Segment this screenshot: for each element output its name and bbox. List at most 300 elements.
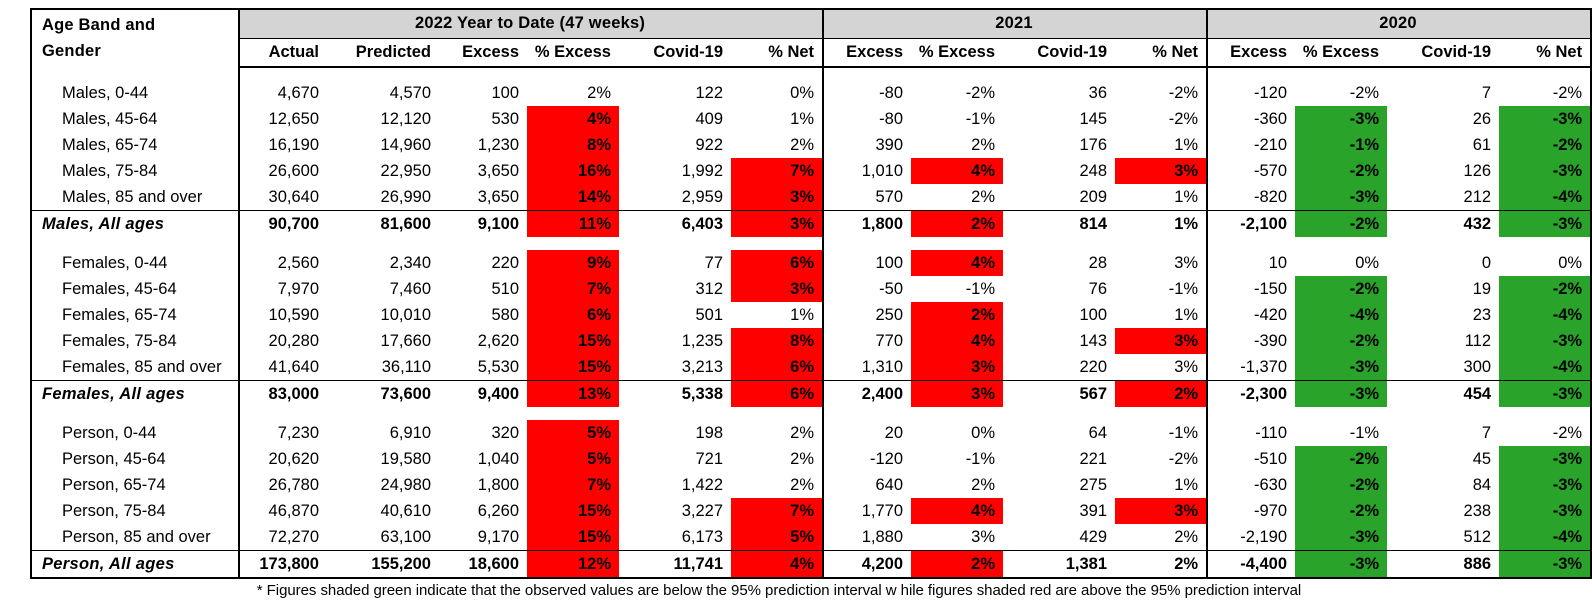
cell-2020-0[interactable]: 10 xyxy=(1268,254,1288,272)
cell-2022-2[interactable]: 1,800 xyxy=(477,476,519,494)
cell-2020-1[interactable]: -2% xyxy=(1295,446,1387,472)
cell-2021-0[interactable]: 1,310 xyxy=(861,358,904,376)
cell-2022-4[interactable]: 501 xyxy=(695,306,723,324)
cell-2020-0[interactable]: -360 xyxy=(1254,110,1288,128)
cell-2022-0[interactable]: 173,800 xyxy=(239,551,327,579)
cell-2022-2[interactable]: 2,620 xyxy=(477,332,519,350)
cell-2022-2[interactable] xyxy=(439,237,527,250)
cell-2020-2[interactable]: 19 xyxy=(1472,280,1492,298)
cell-2022-0[interactable]: 2,560 xyxy=(239,250,327,276)
cell-2022-0[interactable]: 20,620 xyxy=(239,446,327,472)
cell-2020-2[interactable]: 512 xyxy=(1463,528,1492,546)
cell-2022-2[interactable]: 6,260 xyxy=(477,502,519,520)
cell-2020-1[interactable]: -3% xyxy=(1295,524,1387,551)
cell-2021-0[interactable]: 1,800 xyxy=(823,211,911,238)
cell-2022-4[interactable]: 1,235 xyxy=(681,332,723,350)
cell-2022-1[interactable]: 26,990 xyxy=(380,188,431,206)
cell-2022-5[interactable]: 6% xyxy=(731,250,823,276)
cell-2022-4[interactable]: 922 xyxy=(695,136,723,154)
cell-2020-2[interactable]: 0 xyxy=(1481,254,1492,272)
cell-2022-1[interactable]: 7,460 xyxy=(389,280,431,298)
cell-2022-4[interactable]: 312 xyxy=(695,280,723,298)
cell-2020-3[interactable]: -2% xyxy=(1499,276,1591,302)
cell-2022-0[interactable]: 26,600 xyxy=(239,158,327,184)
cell-2022-3[interactable]: 15% xyxy=(527,524,619,551)
cell-2021-2[interactable]: 567 xyxy=(1003,381,1115,408)
cell-2022-2[interactable]: 320 xyxy=(491,424,519,442)
cell-2020-3[interactable]: -3% xyxy=(1499,498,1591,524)
cell-2021-3[interactable]: 2% xyxy=(1115,551,1207,579)
cell-2022-0[interactable]: 16,190 xyxy=(239,132,327,158)
cell-2021-1[interactable]: 4% xyxy=(911,328,1003,354)
cell-2022-2[interactable]: 9,170 xyxy=(477,528,519,546)
cell-2020-3[interactable]: -2% xyxy=(1499,420,1591,446)
cell-2021-0[interactable]: 640 xyxy=(875,476,904,494)
cell-2021-1[interactable]: 3% xyxy=(911,381,1003,408)
cell-2021-3[interactable] xyxy=(1115,407,1207,420)
cell-2022-1[interactable]: 6,910 xyxy=(389,424,431,442)
cell-2022-3[interactable]: 15% xyxy=(527,498,619,524)
cell-2022-4[interactable]: 721 xyxy=(695,450,723,468)
cell-2020-1[interactable]: -4% xyxy=(1295,302,1387,328)
cell-2022-1[interactable]: 2,340 xyxy=(389,254,431,272)
cell-2022-1[interactable]: 36,110 xyxy=(381,358,431,376)
cell-2022-0[interactable] xyxy=(239,237,327,250)
cell-2021-3[interactable]: 1% xyxy=(1115,184,1207,211)
cell-2022-5[interactable]: 7% xyxy=(731,498,823,524)
table-row[interactable] xyxy=(31,184,1591,211)
cell-2022-5[interactable]: 1% xyxy=(731,302,823,328)
cell-2020-2[interactable]: 432 xyxy=(1387,211,1499,238)
cell-2020-3[interactable]: -2% xyxy=(1499,80,1591,106)
cell-2022-5[interactable]: 1% xyxy=(731,106,823,132)
cell-2021-0[interactable]: 1,770 xyxy=(861,502,904,520)
cell-2022-0[interactable]: 4,670 xyxy=(239,80,327,106)
cell-2021-3[interactable]: -1% xyxy=(1115,276,1207,302)
cell-2022-5[interactable]: 3% xyxy=(731,184,823,211)
cell-2022-5[interactable]: 6% xyxy=(731,354,823,381)
cell-2021-1[interactable]: 2% xyxy=(911,551,1003,579)
cell-2022-0[interactable]: 30,640 xyxy=(239,184,327,211)
cell-2020-1[interactable]: -2% xyxy=(1295,472,1387,498)
cell-2020-0[interactable]: -2,100 xyxy=(1207,211,1295,238)
cell-2022-3[interactable]: 4% xyxy=(527,106,619,132)
cell-2020-0[interactable] xyxy=(1207,407,1295,420)
table-row[interactable] xyxy=(31,446,1591,472)
cell-2021-2[interactable]: 145 xyxy=(1079,110,1108,128)
cell-2022-4[interactable]: 3,213 xyxy=(681,358,723,376)
cell-2022-5[interactable]: 3% xyxy=(731,211,823,238)
cell-2020-0[interactable]: -420 xyxy=(1254,306,1288,324)
cell-2022-2[interactable]: 5,530 xyxy=(477,358,519,376)
cell-2020-3[interactable]: -4% xyxy=(1499,524,1591,551)
cell-2021-3[interactable]: -2% xyxy=(1115,446,1207,472)
cell-2022-1[interactable]: 73,600 xyxy=(327,381,439,408)
cell-2022-3[interactable]: 16% xyxy=(527,158,619,184)
cell-2020-3[interactable]: -4% xyxy=(1499,302,1591,328)
cell-2022-3[interactable]: 15% xyxy=(527,354,619,381)
cell-2022-3[interactable]: 7% xyxy=(527,472,619,498)
cell-2022-4[interactable] xyxy=(619,237,731,250)
cell-2022-4[interactable]: 11,741 xyxy=(619,551,731,579)
cell-2021-1[interactable]: 0% xyxy=(971,424,996,442)
cell-2020-2[interactable]: 7 xyxy=(1481,84,1492,102)
cell-2021-3[interactable]: 3% xyxy=(1115,498,1207,524)
table-row[interactable] xyxy=(31,524,1591,551)
cell-2020-0[interactable]: -570 xyxy=(1254,162,1288,180)
cell-2022-1[interactable]: 24,980 xyxy=(380,476,431,494)
table-row[interactable] xyxy=(31,354,1591,381)
cell-2022-4[interactable]: 1,992 xyxy=(681,162,723,180)
cell-2022-1[interactable] xyxy=(327,237,439,250)
cell-2021-2[interactable]: 36 xyxy=(1088,84,1108,102)
cell-2022-2[interactable]: 1,230 xyxy=(477,136,519,154)
cell-2021-0[interactable]: 390 xyxy=(875,136,904,154)
cell-2022-4[interactable]: 409 xyxy=(695,110,723,128)
cell-2021-0[interactable]: 20 xyxy=(884,424,904,442)
cell-2020-2[interactable]: 61 xyxy=(1472,136,1492,154)
cell-2021-3[interactable]: -1% xyxy=(1115,420,1207,446)
cell-2022-1[interactable]: 10,010 xyxy=(380,306,431,324)
cell-2020-1[interactable]: -3% xyxy=(1295,106,1387,132)
cell-2020-0[interactable]: -210 xyxy=(1254,136,1288,154)
cell-2022-0[interactable]: 7,230 xyxy=(239,420,327,446)
cell-2022-2[interactable]: 3,650 xyxy=(477,162,519,180)
cell-2021-0[interactable]: 1,880 xyxy=(861,528,904,546)
cell-2022-2[interactable]: 9,400 xyxy=(439,381,527,408)
cell-2022-0[interactable]: 12,650 xyxy=(239,106,327,132)
cell-2020-1[interactable]: -1% xyxy=(1349,424,1380,442)
cell-2021-3[interactable] xyxy=(1115,237,1207,250)
cell-2021-2[interactable] xyxy=(1003,67,1115,80)
cell-2021-3[interactable] xyxy=(1115,67,1207,80)
cell-2021-0[interactable]: 1,010 xyxy=(861,162,904,180)
cell-2020-3[interactable]: -3% xyxy=(1499,446,1591,472)
cell-2021-0[interactable]: -80 xyxy=(879,84,904,102)
cell-2021-3[interactable]: 1% xyxy=(1115,132,1207,158)
cell-2022-5[interactable]: 2% xyxy=(731,132,823,158)
cell-2021-0[interactable]: -80 xyxy=(879,110,904,128)
cell-2020-0[interactable] xyxy=(1207,237,1295,250)
cell-2022-4[interactable]: 6,403 xyxy=(619,211,731,238)
cell-2020-3[interactable]: -3% xyxy=(1499,328,1591,354)
cell-2021-3[interactable]: -2% xyxy=(1115,106,1207,132)
cell-2022-2[interactable]: 530 xyxy=(491,110,519,128)
cell-2021-1[interactable]: 3% xyxy=(971,528,996,546)
cell-2020-1[interactable]: -3% xyxy=(1295,184,1387,211)
cell-2022-3[interactable]: 2% xyxy=(587,84,611,102)
cell-2021-2[interactable]: 248 xyxy=(1079,162,1108,180)
cell-2022-5[interactable]: 5% xyxy=(731,524,823,551)
cell-2021-0[interactable]: -120 xyxy=(870,450,904,468)
cell-2020-1[interactable]: -3% xyxy=(1295,551,1387,579)
cell-2020-3[interactable]: -2% xyxy=(1499,132,1591,158)
cell-2022-4[interactable]: 1,422 xyxy=(681,476,723,494)
cell-2021-0[interactable]: 2,400 xyxy=(823,381,911,408)
cell-2022-5[interactable]: 2% xyxy=(731,446,823,472)
cell-2020-3[interactable] xyxy=(1499,407,1591,420)
cell-2020-0[interactable] xyxy=(1207,67,1295,80)
cell-2022-3[interactable]: 7% xyxy=(527,276,619,302)
cell-2020-1[interactable]: -2% xyxy=(1295,328,1387,354)
cell-2021-2[interactable]: 391 xyxy=(1079,502,1108,520)
cell-2021-1[interactable]: 2% xyxy=(911,302,1003,328)
cell-2020-3[interactable]: -4% xyxy=(1499,354,1591,381)
cell-2022-3[interactable]: 6% xyxy=(527,302,619,328)
cell-2020-2[interactable]: 238 xyxy=(1463,502,1492,520)
cell-2020-2[interactable]: 300 xyxy=(1463,358,1492,376)
cell-2020-2[interactable]: 126 xyxy=(1463,162,1492,180)
table-row[interactable] xyxy=(31,132,1591,158)
cell-2022-5[interactable]: 7% xyxy=(731,158,823,184)
cell-2022-1[interactable]: 40,610 xyxy=(380,502,431,520)
cell-2020-1[interactable]: -3% xyxy=(1295,354,1387,381)
table-row[interactable] xyxy=(31,250,1591,276)
cell-2020-1[interactable] xyxy=(1295,237,1387,250)
cell-2021-3[interactable]: 1% xyxy=(1115,302,1207,328)
table-row[interactable] xyxy=(31,80,1591,106)
cell-2022-1[interactable]: 17,660 xyxy=(380,332,431,350)
cell-2022-3[interactable]: 13% xyxy=(527,381,619,408)
cell-2022-2[interactable]: 9,100 xyxy=(439,211,527,238)
cell-2022-3[interactable]: 5% xyxy=(527,446,619,472)
cell-2021-3[interactable]: 3% xyxy=(1115,158,1207,184)
cell-2021-2[interactable]: 100 xyxy=(1079,306,1108,324)
cell-2022-0[interactable]: 72,270 xyxy=(239,524,327,551)
cell-2021-1[interactable]: 2% xyxy=(971,136,996,154)
cell-2022-4[interactable] xyxy=(619,407,731,420)
cell-2021-2[interactable]: 1,381 xyxy=(1003,551,1115,579)
cell-2020-2[interactable]: 45 xyxy=(1472,450,1492,468)
cell-2020-0[interactable]: -150 xyxy=(1254,280,1288,298)
cell-2022-4[interactable]: 77 xyxy=(704,254,723,272)
table-row[interactable] xyxy=(31,420,1591,446)
cell-2022-0[interactable]: 20,280 xyxy=(239,328,327,354)
cell-2021-2[interactable]: 209 xyxy=(1079,188,1108,206)
cell-2020-0[interactable]: -120 xyxy=(1254,84,1288,102)
cell-2022-2[interactable]: 3,650 xyxy=(477,188,519,206)
cell-2022-3[interactable]: 11% xyxy=(527,211,619,238)
cell-2022-1[interactable]: 19,580 xyxy=(380,450,431,468)
cell-2020-1[interactable] xyxy=(1295,67,1387,80)
cell-2021-1[interactable]: 4% xyxy=(911,158,1003,184)
cell-2020-1[interactable]: -1% xyxy=(1295,132,1387,158)
table-row[interactable] xyxy=(31,328,1591,354)
cell-2022-1[interactable]: 155,200 xyxy=(327,551,439,579)
cell-2020-0[interactable]: -4,400 xyxy=(1207,551,1295,579)
cell-2021-0[interactable] xyxy=(823,407,911,420)
cell-2022-4[interactable]: 6,173 xyxy=(681,528,723,546)
cell-2022-5[interactable]: 2% xyxy=(731,420,823,446)
cell-2021-3[interactable]: 3% xyxy=(1115,328,1207,354)
cell-2022-0[interactable]: 46,870 xyxy=(239,498,327,524)
cell-2020-2[interactable]: 23 xyxy=(1472,306,1492,324)
cell-2022-2[interactable]: 100 xyxy=(491,84,519,102)
cell-2022-2[interactable]: 510 xyxy=(491,280,519,298)
cell-2020-0[interactable]: -970 xyxy=(1254,502,1288,520)
cell-2021-3[interactable]: 2% xyxy=(1115,381,1207,408)
table-row[interactable] xyxy=(31,472,1591,498)
cell-2020-0[interactable]: -820 xyxy=(1254,188,1288,206)
cell-2022-0[interactable]: 41,640 xyxy=(239,354,327,381)
table-row[interactable] xyxy=(31,498,1591,524)
cell-2021-3[interactable]: 1% xyxy=(1115,211,1207,238)
cell-2020-1[interactable]: -2% xyxy=(1295,158,1387,184)
cell-2021-2[interactable]: 143 xyxy=(1079,332,1108,350)
cell-2022-5[interactable]: 0% xyxy=(731,80,823,106)
cell-2021-2[interactable] xyxy=(1003,407,1115,420)
cell-2020-2[interactable] xyxy=(1387,237,1499,250)
cell-2020-3[interactable]: 0% xyxy=(1499,250,1591,276)
cell-2021-1[interactable] xyxy=(911,407,1003,420)
cell-2022-1[interactable]: 4,570 xyxy=(389,84,431,102)
cell-2022-2[interactable] xyxy=(439,407,527,420)
cell-2022-0[interactable]: 7,970 xyxy=(239,276,327,302)
cell-2022-3[interactable] xyxy=(527,237,619,250)
cell-2020-1[interactable] xyxy=(1295,407,1387,420)
cell-2020-3[interactable]: -3% xyxy=(1499,158,1591,184)
cell-2021-3[interactable]: 3% xyxy=(1115,250,1207,276)
cell-2020-2[interactable]: 26 xyxy=(1472,110,1492,128)
cell-2021-2[interactable] xyxy=(1003,237,1115,250)
cell-2022-1[interactable]: 12,120 xyxy=(380,110,431,128)
cell-2022-4[interactable] xyxy=(619,67,731,80)
cell-2022-1[interactable]: 81,600 xyxy=(327,211,439,238)
cell-2022-3[interactable]: 5% xyxy=(527,420,619,446)
cell-2021-0[interactable]: 250 xyxy=(875,306,904,324)
cell-2020-3[interactable]: -3% xyxy=(1499,381,1591,408)
cell-2021-3[interactable]: 3% xyxy=(1115,354,1207,381)
cell-2021-1[interactable]: 4% xyxy=(911,498,1003,524)
cell-2021-0[interactable]: 4,200 xyxy=(823,551,911,579)
cell-2021-1[interactable]: -1% xyxy=(965,110,996,128)
table-total-row[interactable] xyxy=(31,211,1591,238)
cell-2020-0[interactable]: -2,300 xyxy=(1207,381,1295,408)
cell-2022-5[interactable]: 6% xyxy=(731,381,823,408)
cell-2022-3[interactable]: 14% xyxy=(527,184,619,211)
cell-2020-1[interactable]: -2% xyxy=(1349,84,1380,102)
cell-2022-2[interactable]: 18,600 xyxy=(439,551,527,579)
table-row[interactable] xyxy=(31,106,1591,132)
cell-2021-3[interactable]: 1% xyxy=(1115,472,1207,498)
cell-2020-3[interactable] xyxy=(1499,237,1591,250)
cell-2022-0[interactable] xyxy=(239,407,327,420)
cell-2022-4[interactable]: 5,338 xyxy=(619,381,731,408)
cell-2022-0[interactable] xyxy=(239,67,327,80)
cell-2020-2[interactable] xyxy=(1387,67,1499,80)
cell-2021-0[interactable] xyxy=(823,67,911,80)
cell-2020-2[interactable]: 454 xyxy=(1387,381,1499,408)
cell-2022-3[interactable] xyxy=(527,407,619,420)
cell-2022-0[interactable]: 90,700 xyxy=(239,211,327,238)
cell-2022-3[interactable]: 9% xyxy=(527,250,619,276)
cell-2020-0[interactable]: -2,190 xyxy=(1240,528,1288,546)
cell-2020-2[interactable]: 84 xyxy=(1472,476,1492,494)
cell-2022-5[interactable]: 2% xyxy=(731,472,823,498)
cell-2020-3[interactable]: -3% xyxy=(1499,211,1591,238)
cell-2021-2[interactable]: 429 xyxy=(1079,528,1108,546)
cell-2020-2[interactable]: 112 xyxy=(1464,332,1492,350)
cell-2020-3[interactable]: -3% xyxy=(1499,551,1591,579)
cell-2021-1[interactable]: -1% xyxy=(965,450,996,468)
cell-2022-2[interactable]: 1,040 xyxy=(477,450,519,468)
cell-2020-0[interactable]: -630 xyxy=(1254,476,1288,494)
cell-2022-2[interactable] xyxy=(439,67,527,80)
cell-2021-2[interactable]: 64 xyxy=(1088,424,1108,442)
table-total-row[interactable] xyxy=(31,551,1591,579)
cell-2022-0[interactable]: 26,780 xyxy=(239,472,327,498)
cell-2021-2[interactable]: 221 xyxy=(1079,450,1108,468)
cell-2021-0[interactable] xyxy=(823,237,911,250)
cell-2022-5[interactable] xyxy=(731,237,823,250)
table-row[interactable] xyxy=(31,158,1591,184)
cell-2020-0[interactable]: -110 xyxy=(1255,424,1288,442)
cell-2022-1[interactable]: 14,960 xyxy=(380,136,431,154)
cell-2022-2[interactable]: 580 xyxy=(491,306,519,324)
cell-2021-0[interactable]: 770 xyxy=(875,332,904,350)
cell-2021-0[interactable]: -50 xyxy=(879,280,904,298)
cell-2022-5[interactable] xyxy=(731,407,823,420)
cell-2022-1[interactable]: 22,950 xyxy=(380,162,431,180)
cell-2021-1[interactable]: -1% xyxy=(965,280,996,298)
cell-2022-0[interactable]: 10,590 xyxy=(239,302,327,328)
cell-2020-0[interactable]: -510 xyxy=(1254,450,1288,468)
cell-2020-2[interactable]: 7 xyxy=(1481,424,1492,442)
cell-2020-1[interactable]: -3% xyxy=(1295,381,1387,408)
table-total-row[interactable] xyxy=(31,381,1591,408)
cell-2022-5[interactable] xyxy=(731,67,823,80)
cell-2022-5[interactable]: 3% xyxy=(731,276,823,302)
cell-2020-1[interactable]: -2% xyxy=(1295,276,1387,302)
cell-2020-0[interactable]: -1,370 xyxy=(1240,358,1288,376)
cell-2021-2[interactable]: 176 xyxy=(1079,136,1108,154)
cell-2021-1[interactable] xyxy=(911,237,1003,250)
cell-2021-3[interactable]: 2% xyxy=(1115,524,1207,551)
cell-2021-0[interactable]: 570 xyxy=(875,188,904,206)
cell-2022-2[interactable]: 220 xyxy=(491,254,519,272)
cell-2022-4[interactable]: 2,959 xyxy=(681,188,723,206)
cell-2020-1[interactable]: -2% xyxy=(1295,211,1387,238)
cell-2021-1[interactable]: 2% xyxy=(911,211,1003,238)
cell-2021-1[interactable] xyxy=(911,67,1003,80)
cell-2022-4[interactable]: 3,227 xyxy=(681,502,723,520)
cell-2020-2[interactable] xyxy=(1387,407,1499,420)
cell-2020-3[interactable] xyxy=(1499,67,1591,80)
table-row[interactable] xyxy=(31,302,1591,328)
cell-2022-1[interactable] xyxy=(327,67,439,80)
cell-2020-2[interactable]: 886 xyxy=(1387,551,1499,579)
cell-2021-3[interactable]: -2% xyxy=(1115,80,1207,106)
cell-2022-3[interactable]: 15% xyxy=(527,328,619,354)
cell-2021-1[interactable]: -2% xyxy=(965,84,996,102)
cell-2020-3[interactable]: -3% xyxy=(1499,106,1591,132)
cell-2021-2[interactable]: 28 xyxy=(1088,254,1108,272)
cell-2021-1[interactable]: 2% xyxy=(971,476,996,494)
cell-2021-2[interactable]: 76 xyxy=(1088,280,1108,298)
cell-2022-3[interactable]: 12% xyxy=(527,551,619,579)
cell-2020-0[interactable]: -390 xyxy=(1254,332,1288,350)
cell-2022-4[interactable]: 122 xyxy=(695,84,723,102)
cell-2022-1[interactable] xyxy=(327,407,439,420)
cell-2021-0[interactable]: 100 xyxy=(875,254,904,272)
cell-2020-2[interactable]: 212 xyxy=(1463,188,1492,206)
cell-2022-5[interactable]: 8% xyxy=(731,328,823,354)
cell-2021-2[interactable]: 814 xyxy=(1003,211,1115,238)
cell-2021-1[interactable]: 3% xyxy=(911,354,1003,381)
cell-2021-2[interactable]: 275 xyxy=(1079,476,1108,494)
cell-2020-1[interactable]: -2% xyxy=(1295,498,1387,524)
cell-2021-1[interactable]: 2% xyxy=(971,188,996,206)
